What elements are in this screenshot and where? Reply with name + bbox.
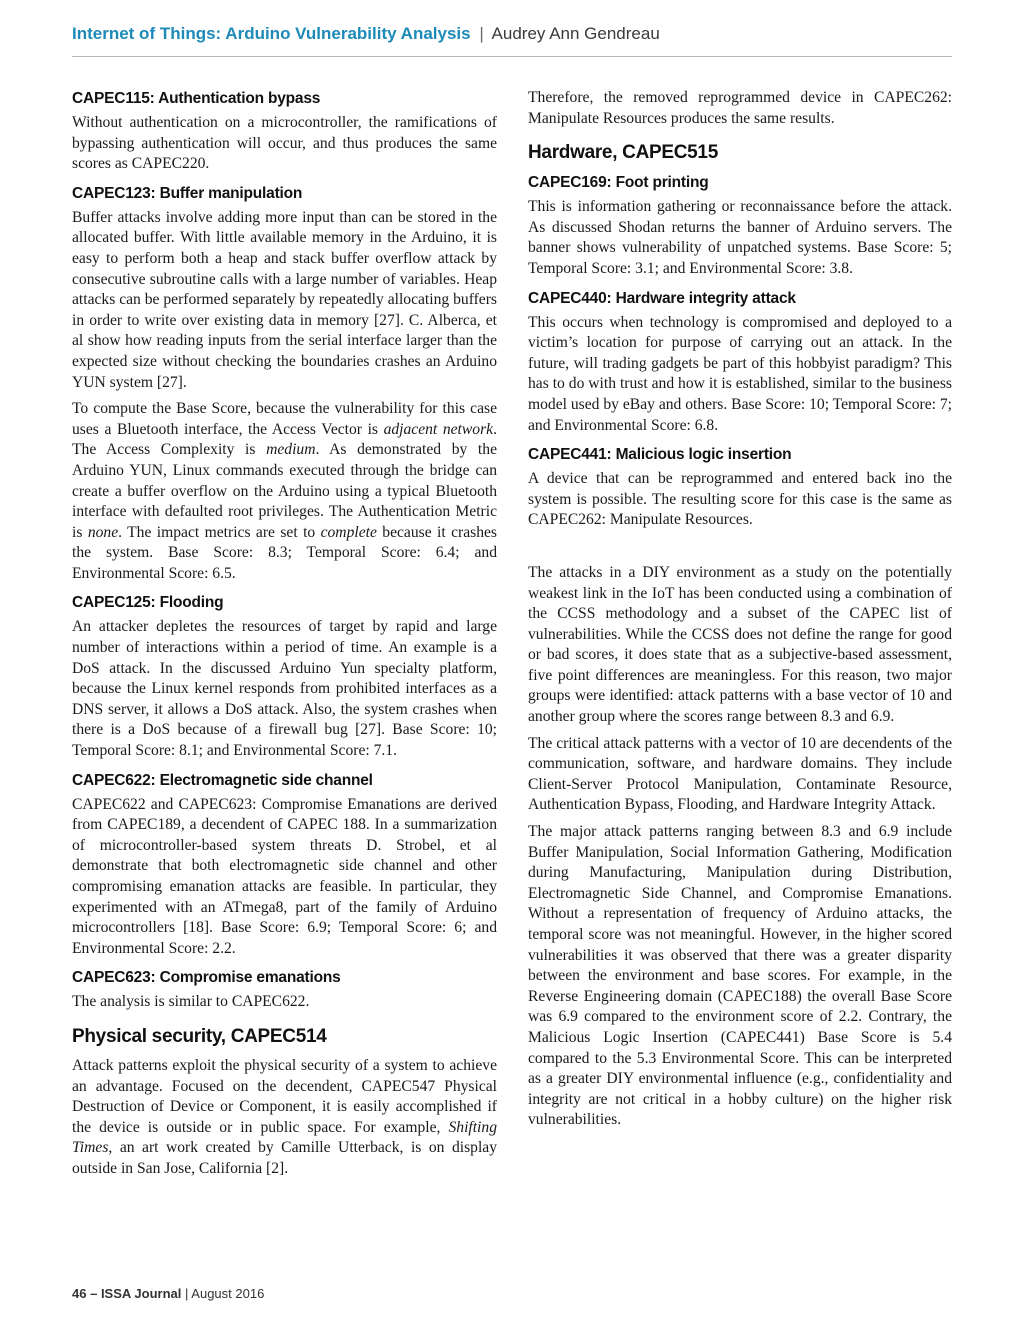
paragraph-capec115: Without authentication on a microcontroller, the ramifications of bypassing authentication will occur, and thus produces the same scores as CAPEC220. xyxy=(72,114,497,173)
paragraph-capec622: CAPEC622 and CAPEC623: Compromise Emanations are derived from CAPEC189, a decendent of CAPEC 188. In a summarization of microcontroller-based system threats D. Strobel, et al demonstrate that both electromagnetic side channel and other compromising emanation attacks are feasible. In particular, they experimented with an ATmega8, part of the family of Arduino microcontrollers [18]. Base Score: 6.9; Temporal Score: 6; and Environmental Score: 2.2. xyxy=(72,795,497,957)
section-heading-capec441: CAPEC441: Malicious logic insertion xyxy=(528,446,792,464)
footer-separator: | xyxy=(185,1286,189,1301)
section-gap xyxy=(528,537,952,563)
header-author: Audrey Ann Gendreau xyxy=(491,24,660,43)
paragraph-conclusion-3: The major attack patterns ranging between 8.3 and 6.9 include Buffer Manipulation, Social Information Gathering, Modification during Manufacturing, Manipulation during Distribution, Electromagnetic Side Channel, and Compromise Emanations. Without a representation of frequency of Arduino attacks, the temporal score was not meaningful. However, in the higher scored vulnerabilities it was observed that there was a greater disparity between the environment and base scores. For example, in the Reverse Engineering domain (CAPEC188) the overall Base Score was 6.9 compared to the environment score of 2.2. Contrary, the Malicious Logic Insertion (CAPEC441) Base Score is 5.4 compared to the 5.3 Environmental Score. This can be interpreted as a greater DIY environmental influence (e.g., confidentiality and integrity are not critical in a hobby culture) on the higher risk vulnerabilities. xyxy=(528,823,952,1129)
paragraph-capec169: This is information gathering or reconnaissance before the attack. As discussed Shodan returns the banner of Arduino servers. The banner shows vulnerability of unpatched systems. Base Score: 5; Temporal Score: 3.1; and Environmental Score: 3.8. xyxy=(528,198,952,277)
section-heading-capec623: CAPEC623: Compromise emanations xyxy=(72,969,341,987)
footer-journal: ISSA Journal xyxy=(100,1286,182,1301)
paragraph-capec123-2: To compute the Base Score, because the vulnerability for this case uses a Bluetooth interface, the Access Vector is adjacent network. The Access Complexity is medium. As demonstrated by the Arduino YUN, Linux commands executed through the bridge can create a buffer overflow on the Arduino using a typical Bluetooth interface with defaulted root privileges. The Authentication Metric is none. The impact metrics are set to complete because it crashes the system. Base Score: 8.3; Temporal Score: 6.4; and Environmental Score: 6.5. xyxy=(72,400,497,582)
paragraph-capec623: The analysis is similar to CAPEC622. xyxy=(72,993,310,1011)
paragraph-physical-security: Attack patterns exploit the physical security of a system to achieve an advantage. Focused on the decendent, CAPEC547 Physical Destruction of Device or Component, it is easily accomplished if the device is outside or in public space. For example, Shifting Times, an art work created by Camille Utterback, is on display outside in San Jose, California [2]. xyxy=(72,1056,497,1177)
paragraph-capec441: A device that can be reprogrammed and entered back ino the system is possible. The resulting score for this case is the same as CAPEC262: Manipulate Resources. xyxy=(528,470,952,529)
section-heading-hardware: Hardware, CAPEC515 xyxy=(528,142,718,164)
section-heading-capec115: CAPEC115: Authentication bypass xyxy=(72,90,321,107)
footer-page-number: 46 – xyxy=(72,1286,98,1301)
section-heading-capec169: CAPEC169: Foot printing xyxy=(528,174,709,192)
header-rule xyxy=(72,56,952,57)
header-separator: | xyxy=(479,24,484,43)
section-heading-physical-security: Physical security, CAPEC514 xyxy=(72,1025,327,1047)
paragraph-capec123-1: Buffer attacks involve adding more input than can be stored in the allocated buffer. With little available memory in the Arduino, it is easy to perform both a heap and stack buffer overflow attack by consecutive subroutine calls with a large number of variables. Heap attacks can be performed separately by repeatedly allocating buffers in order to write over existing data in memory [27]. C. Alberca, et al show how reading inputs from the serial interface larger than the expected size without checking the boundaries crashes an Arduino YUN system [27]. xyxy=(72,208,497,391)
header-title: Internet of Things: Arduino Vulnerability Analysis xyxy=(72,24,471,43)
right-column xyxy=(528,88,952,1137)
running-header xyxy=(72,24,952,56)
section-heading-capec440: CAPEC440: Hardware integrity attack xyxy=(528,289,796,307)
left-column xyxy=(72,90,497,1186)
section-heading-capec125: CAPEC125: Flooding xyxy=(72,594,224,612)
paragraph-continued: Therefore, the removed reprogrammed device in CAPEC262: Manipulate Resources produces the same results. xyxy=(528,89,952,127)
section-heading-capec622: CAPEC622: Electromagnetic side channel xyxy=(72,771,373,789)
paragraph-conclusion-2: The critical attack patterns with a vector of 10 are decendents of the communication, software, and hardware domains. They include Client-Server Protocol Manipulation, Contaminate Resource, Authentication Bypass, Flooding, and Hardware Integrity Attack. xyxy=(528,734,952,814)
paragraph-conclusion-1: The attacks in a DIY environment as a study on the potentially weakest link in the IoT has been conducted using a combination of the CCSS methodology and a subset of the CAPEC list of vulnerabilities. While the CCSS does not define the range for good or bad scores, it does state that as a subjective-based assessment, five point differences are meaningless. For this reason, two major groups were identified: attack patterns with a base vector of 10 and another group where the scores range between 8.3 and 6.9. xyxy=(528,563,952,726)
section-heading-capec123: CAPEC123: Buffer manipulation xyxy=(72,184,303,202)
paragraph-capec125: An attacker depletes the resources of target by rapid and large number of interactions within a period of time. An example is a DoS attack. In the discussed Arduino Yun specialty platform, because the Linux kernel responds from prohibited interfaces as a DNS server, it allows a DoS attack. Also, the system crashes when there is a DoS because of a firewall bug [27]. Base Score: 10; Temporal Score: 8.1; and Environmental Score: 7.1. xyxy=(72,618,497,760)
paragraph-capec440: This occurs when technology is compromised and deployed to a victim’s location for purpose of carrying out an attack. In the future, will trading gadgets be part of this hobbyist paradigm? This has to do with trust and how it is established, similar to the business model used by eBay and others. Base Score: 10; Temporal Score: 7; and Environmental Score: 6.8. xyxy=(528,313,952,434)
footer-date: August 2016 xyxy=(191,1286,265,1301)
page-footer xyxy=(72,1286,264,1301)
